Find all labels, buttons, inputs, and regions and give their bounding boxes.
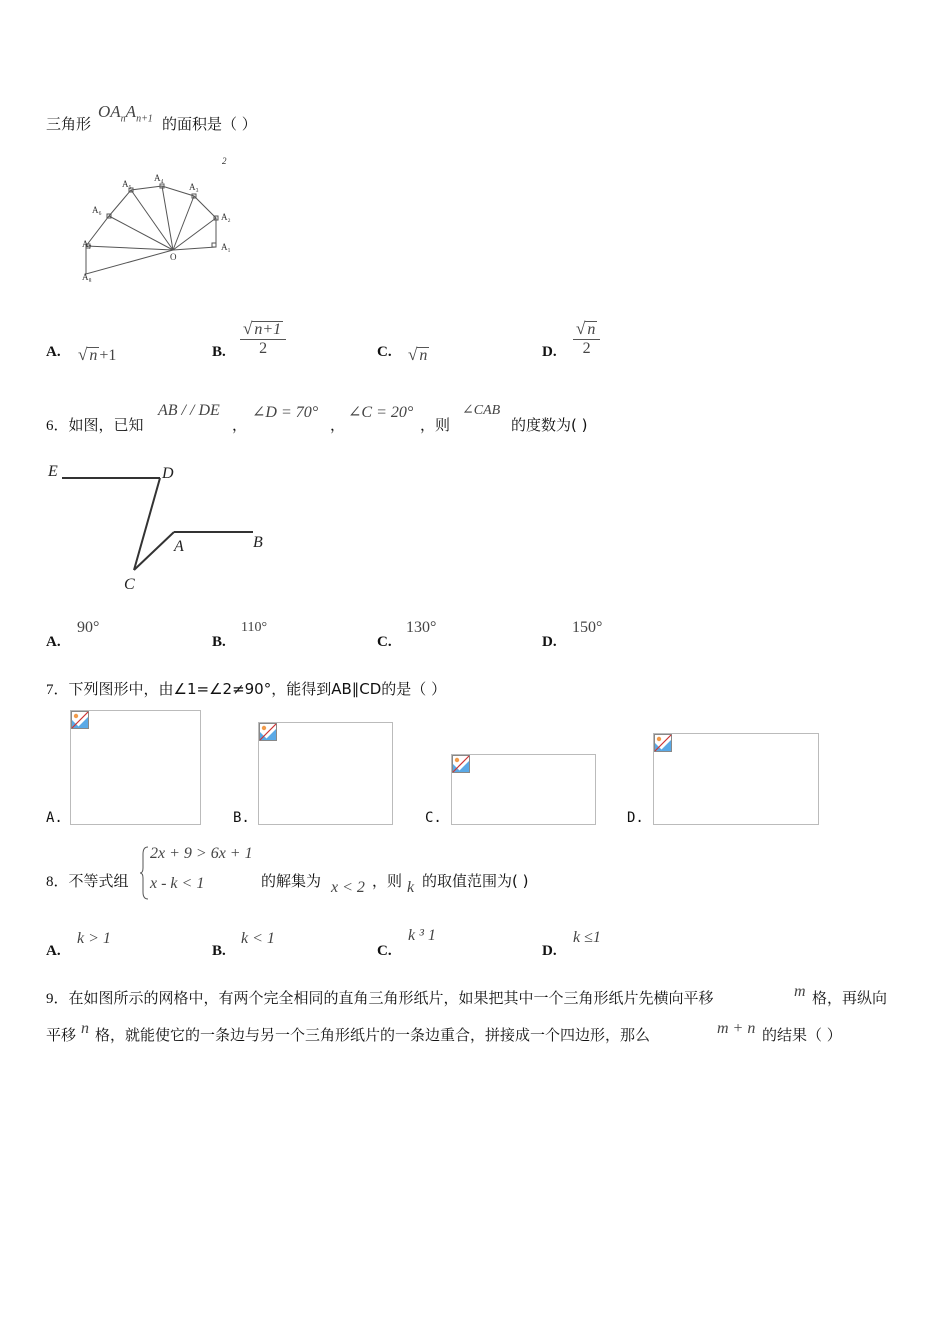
q6-stem-start <box>46 415 144 436</box>
q5-math-sub-n: n <box>120 113 126 125</box>
q9-math-m-plus-n: m + n <box>717 1020 756 1037</box>
q6-segment-dc <box>134 478 160 570</box>
q8-number: 8． <box>46 874 69 890</box>
q6-comma-1: ， <box>232 416 248 434</box>
q7-option-b-image[interactable] <box>258 722 393 825</box>
q9-line2-c: 的结果（ ） <box>762 1026 842 1044</box>
q5-spoke-5 <box>131 190 173 250</box>
q5-option-a-value[interactable]: √ n +1 <box>78 345 117 364</box>
q7-stem-text: 下列图形中，由∠1=∠2≠90°，能得到AB∥CD的是（ ） <box>68 680 447 698</box>
q6-option-d-value[interactable]: 150° <box>572 619 603 636</box>
q6-stem-c: 的度数为( ) <box>511 416 588 434</box>
q5-outer-path <box>86 186 216 274</box>
q5-fig-corner-label: 2 <box>222 156 227 166</box>
q5-fig-label-a2: A₂ <box>221 212 231 222</box>
q7-option-c-letter[interactable]: C. <box>425 810 442 826</box>
q9-line-1 <box>46 988 714 1009</box>
q5-option-b-value[interactable]: $\frac{√ n+1}{2}$ <box>240 320 286 358</box>
q5-option-b-letter[interactable]: B. <box>212 344 226 360</box>
q6-fig-label-d: D <box>162 465 174 482</box>
q7-option-c-image[interactable] <box>451 754 596 825</box>
q5-option-c-radicand: n <box>419 347 428 364</box>
q5-option-a-letter[interactable]: A. <box>46 344 61 360</box>
broken-image-icon <box>452 755 470 773</box>
broken-image-icon <box>654 734 672 752</box>
q6-option-c-letter[interactable]: C. <box>377 634 392 650</box>
q5-fig-label-a6: A₆ <box>92 205 102 215</box>
q5-option-d-value[interactable]: $\frac{√ n}{2}$ <box>573 320 600 358</box>
q8-stem-a: 不等式组 <box>68 872 129 890</box>
q9-line1-b: 格，再纵向 <box>812 989 888 1007</box>
q6-math-angle-c: ∠C = 20° <box>348 404 414 421</box>
q7-option-a-image[interactable] <box>70 710 201 825</box>
q8-system-line-2: x - k < 1 <box>150 875 205 892</box>
q6-stem-a: 如图，已知 <box>68 416 144 434</box>
q5-figure <box>76 150 246 285</box>
q5-spoke-4 <box>162 186 173 250</box>
broken-image-icon <box>71 711 89 729</box>
q8-option-b-letter[interactable]: B. <box>212 943 226 959</box>
q5-option-c-value[interactable]: √ n <box>408 345 428 364</box>
q6-option-d-letter[interactable]: D. <box>542 634 557 650</box>
q8-option-c-value[interactable]: k ³ 1 <box>408 927 436 944</box>
q6-figure <box>44 458 274 596</box>
q8-stem-d: 的取值范围为( ) <box>422 872 529 890</box>
q8-brace <box>140 846 150 900</box>
q6-stem-b: ，则 <box>420 416 451 434</box>
q5-fig-label-a7: A₇ <box>82 239 92 249</box>
q9-line2-b: 格，就能使它的一条边与另一个三角形纸片的一条边重合，拼接成一个四边形，那么 <box>95 1026 651 1044</box>
q5-spoke-1 <box>173 247 216 250</box>
q6-fig-label-e: E <box>48 463 58 480</box>
q8-option-b-value[interactable]: k < 1 <box>241 930 275 947</box>
q7-option-a-letter[interactable]: A. <box>46 810 63 826</box>
q5-math-oa: OA <box>98 102 121 121</box>
q9-number: 9． <box>46 991 69 1007</box>
q6-math-parallel: AB / / DE <box>158 402 220 419</box>
q7-number: 7． <box>46 682 69 698</box>
q6-option-b-value[interactable]: 110° <box>241 620 268 635</box>
q9-line2-a: 平移 <box>46 1026 77 1044</box>
q6-number: 6． <box>46 418 69 434</box>
q8-math-solution: x < 2 <box>331 879 365 896</box>
q5-stem-suffix: 的面积是（ ） <box>162 115 257 133</box>
q5-option-d-radicand: n <box>587 321 596 338</box>
broken-image-icon <box>259 723 277 741</box>
q6-math-angle-cab: ∠CAB <box>462 403 501 418</box>
q8-option-c-letter[interactable]: C. <box>377 943 392 959</box>
q8-stem-start <box>46 871 129 892</box>
q8-system-line-1: 2x + 9 > 6x + 1 <box>150 845 253 862</box>
q5-fig-label-a5: A₅ <box>122 179 132 189</box>
q6-option-a-letter[interactable]: A. <box>46 634 61 650</box>
q9-math-n: n <box>81 1020 89 1037</box>
q7-option-d-image[interactable] <box>653 733 819 825</box>
q7-option-b-letter[interactable]: B. <box>233 810 250 826</box>
q7-stem <box>46 679 446 700</box>
q5-fig-label-a1: A₁ <box>221 242 231 252</box>
q8-option-d-letter[interactable]: D. <box>542 943 557 959</box>
q5-math-a: A <box>125 102 137 121</box>
q6-fig-label-b: B <box>253 534 263 551</box>
q5-option-b-den: 2 <box>259 340 268 357</box>
q8-stem-c: ，则 <box>372 872 403 890</box>
q5-fig-label-a3: A₃ <box>189 182 199 192</box>
q5-spoke-6 <box>109 216 173 250</box>
q5-option-b-radicand: n+1 <box>254 321 282 338</box>
q6-math-angle-d: ∠D = 70° <box>252 404 319 421</box>
q6-option-c-value[interactable]: 130° <box>406 619 437 636</box>
q8-math-k: k <box>407 879 415 896</box>
q5-fig-label-o: O <box>170 252 177 262</box>
q6-option-b-letter[interactable]: B. <box>212 634 226 650</box>
q8-option-d-value[interactable]: k ≤1 <box>573 929 601 946</box>
q5-math-sub-n1: n+1 <box>136 113 153 125</box>
q5-fig-label-a4: A₄ <box>154 173 164 183</box>
q5-fig-label-a8: A₈ <box>82 272 92 282</box>
q5-option-d-letter[interactable]: D. <box>542 344 557 360</box>
q6-comma-2: ， <box>330 416 346 434</box>
q5-option-c-letter[interactable]: C. <box>377 344 392 360</box>
q5-option-d-den: 2 <box>582 340 591 357</box>
q5-stem-prefix: 三角形 <box>46 115 92 133</box>
q8-option-a-letter[interactable]: A. <box>46 943 61 959</box>
q6-fig-label-c: C <box>124 576 135 593</box>
q9-math-m: m <box>794 983 806 1000</box>
q6-fig-label-a: A <box>174 538 184 555</box>
q5-spoke-7 <box>86 246 173 250</box>
q6-option-a-value[interactable]: 90° <box>77 619 100 636</box>
q7-option-d-letter[interactable]: D. <box>627 810 644 826</box>
q8-option-a-value[interactable]: k > 1 <box>77 930 111 947</box>
q9-line1-a: 在如图所示的网格中，有两个完全相同的直角三角形纸片，如果把其中一个三角形纸片先横向平移 <box>68 989 714 1007</box>
q5-option-a-tail: +1 <box>99 347 117 364</box>
q5-stem-math <box>98 102 153 124</box>
q5-option-a-radicand: n <box>89 347 98 364</box>
q5-stem <box>46 114 91 134</box>
q8-stem-b: 的解集为 <box>261 872 322 890</box>
